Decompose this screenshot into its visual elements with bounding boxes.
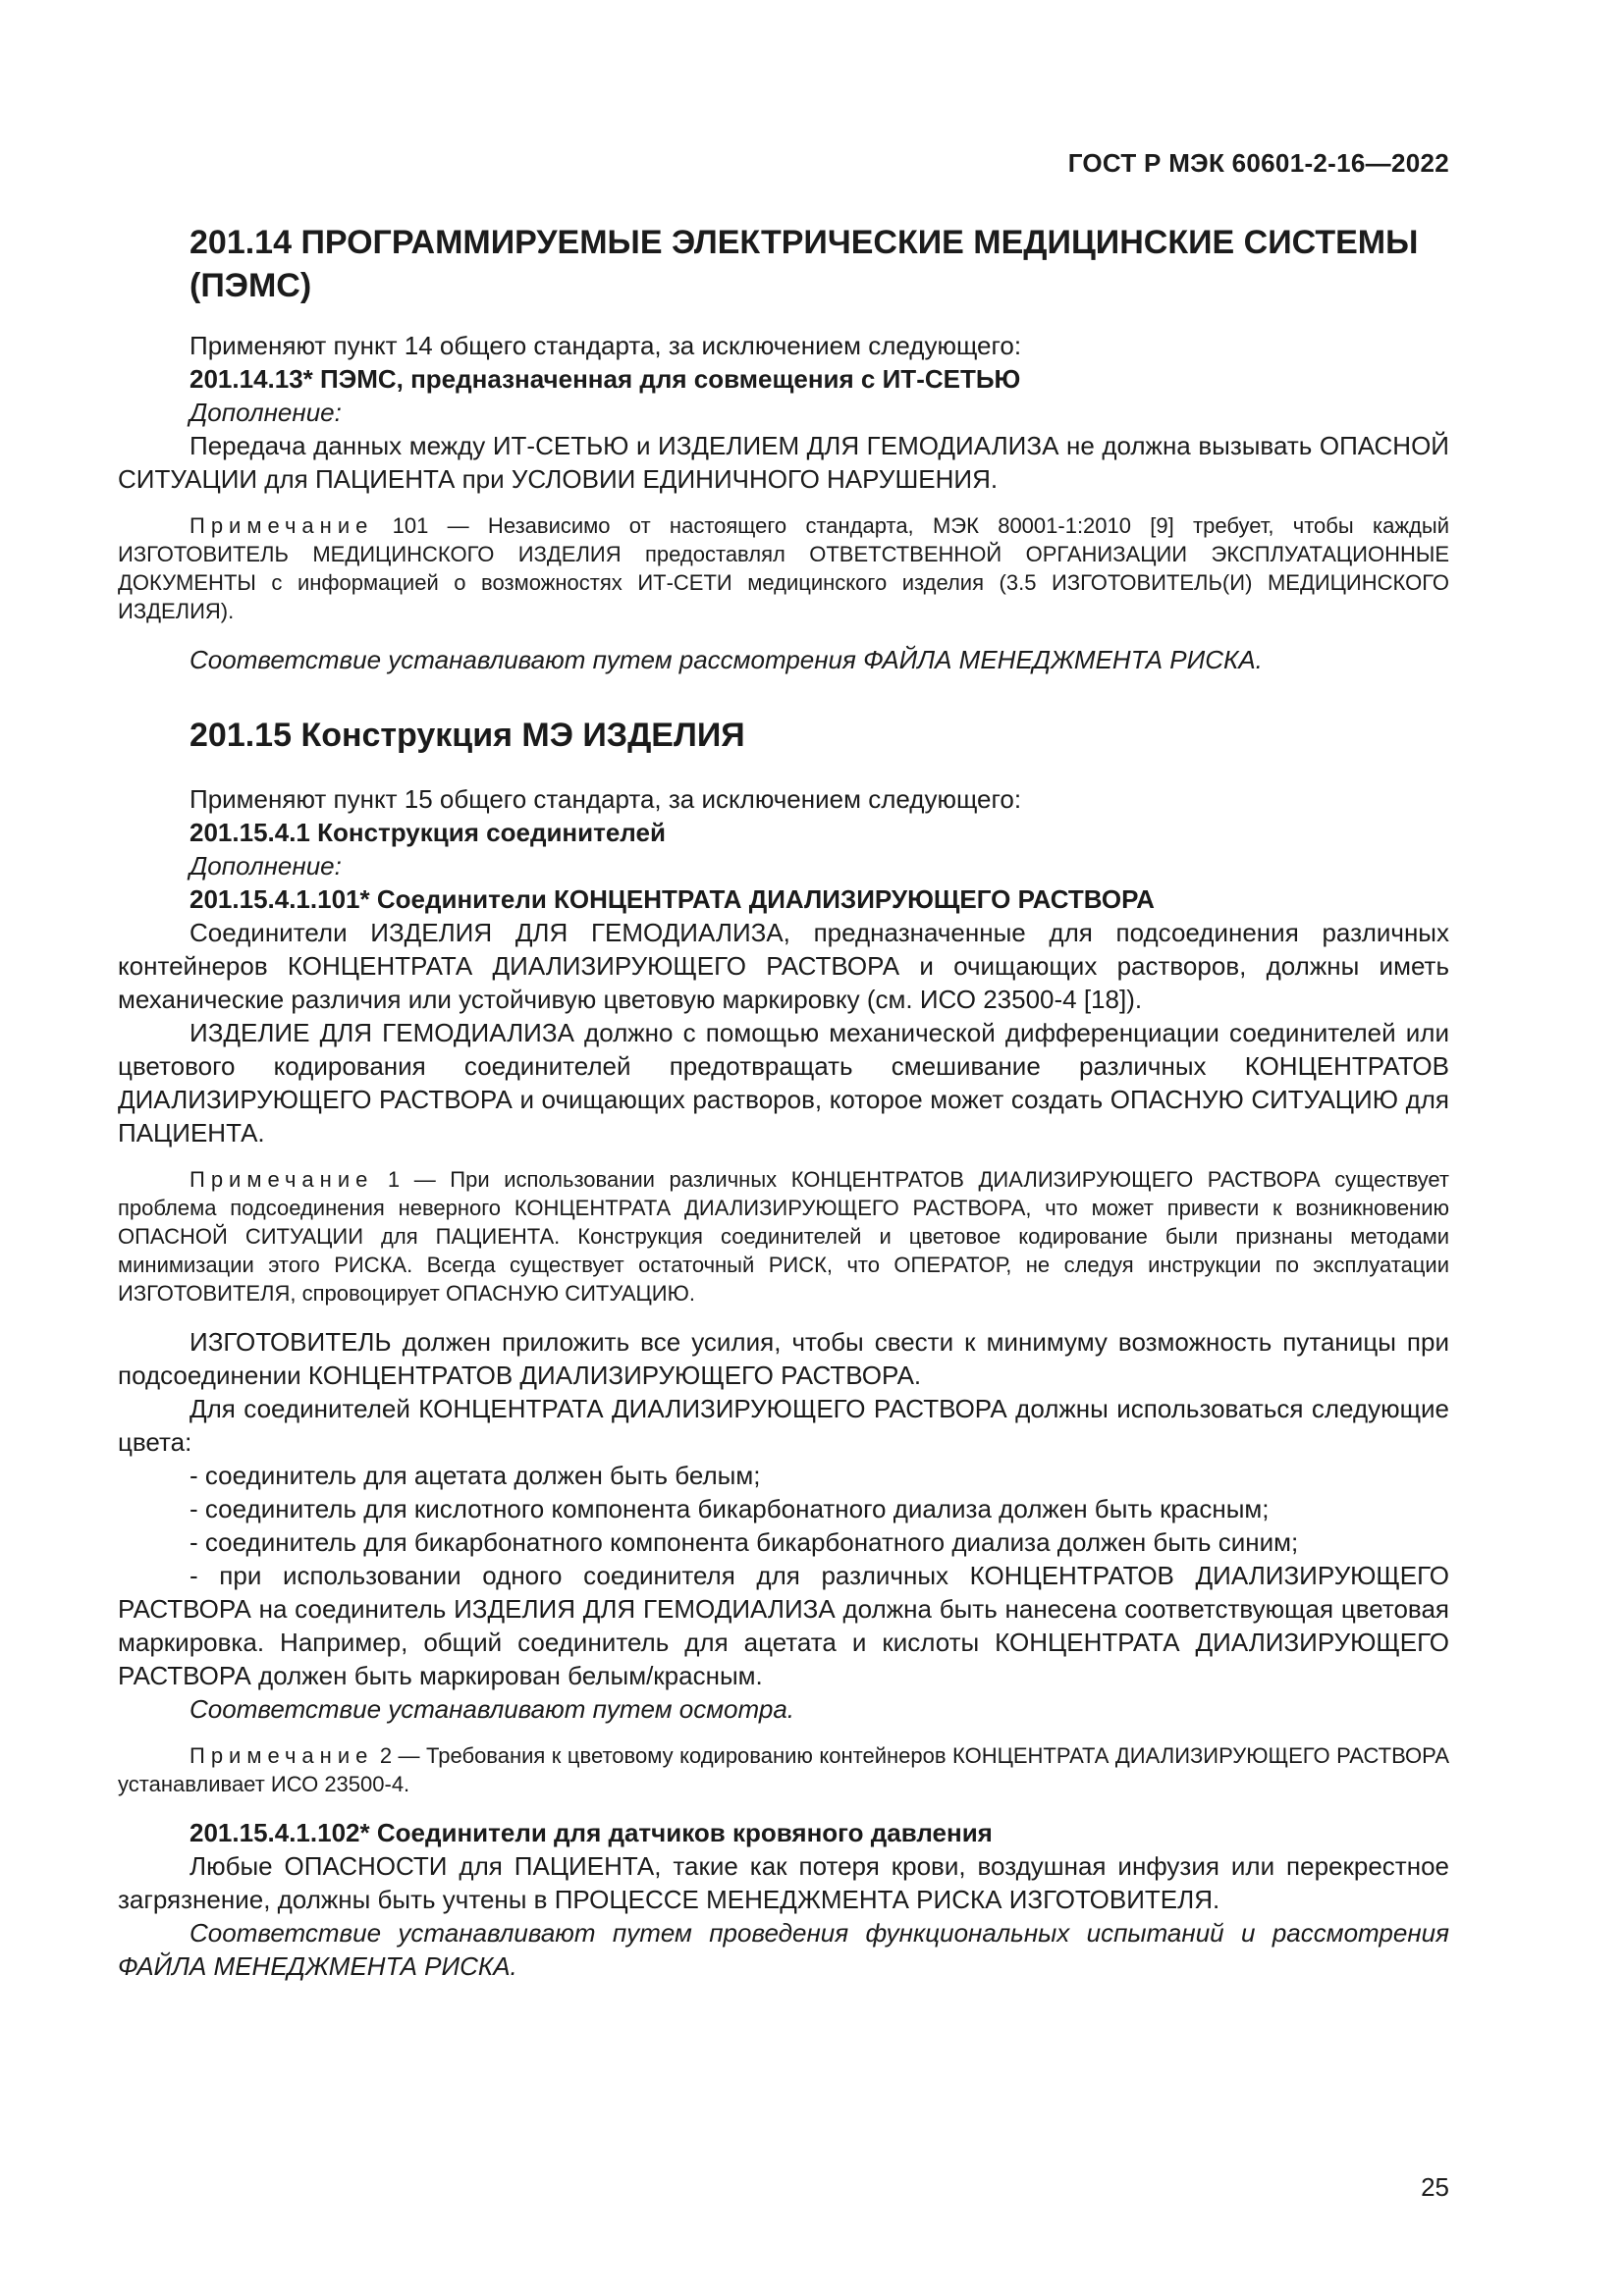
note-label: Примечание [189, 1743, 374, 1768]
note-text: 101 — Независимо от настоящего стандарта, МЭК 80001-1:2010 [9] требует, чтобы каждый ИЗГОТОВИТЕЛЬ МЕДИЦИНСКОГО ИЗДЕЛИЯ предоставлял ОТВЕТСТВЕННОЙ ОРГАНИЗАЦИИ ЭКСПЛУАТАЦИОННЫЕ ДОКУМЕНТЫ с информацией о возможностях ИТ-СЕТИ медицинского изделия (3.5 ИЗГОТОВИТЕЛЬ(И) МЕДИЦИНСКОГО ИЗДЕЛИЯ). [118, 513, 1449, 623]
list-item: - соединитель для кислотного компонента бикарбонатного диализа должен быть красным; [189, 1494, 1270, 1523]
section-title-201-15: 201.15 Конструкция МЭ ИЗДЕЛИЯ [189, 717, 745, 754]
document-header-standard-id: ГОСТ Р МЭК 60601-2-16—2022 [1067, 148, 1449, 178]
apply-clause-14: Применяют пункт 14 общего стандарта, за исключением следующего: [189, 331, 1022, 360]
list-item-long: - при использовании одного соединителя для различных КОНЦЕНТРАТОВ ДИАЛИЗИРУЮЩЕГО РАСТВОРА на соединитель ИЗДЕЛИЯ ДЛЯ ГЕМОДИАЛИЗА должна быть нанесена соответствующая цветовая маркировка. Например, общий соединитель для ацетата и кислоты КОНЦЕНТРАТА ДИАЛИЗИРУЮЩЕГО РАСТВОРА должен быть маркирован белым/красным. [118, 1561, 1449, 1690]
subsection-title-201-15-4-1-102: 201.15.4.1.102* Соединители для датчиков кровяного давления [189, 1818, 993, 1847]
note-label: Примечание [189, 1167, 374, 1192]
page-number: 25 [1421, 2172, 1449, 2202]
paragraph: Соединители ИЗДЕЛИЯ ДЛЯ ГЕМОДИАЛИЗА, предназначенные для подсоединения различных контейнеров КОНЦЕНТРАТА ДИАЛИЗИРУЮЩЕГО РАСТВОРА и очищающих растворов, должны иметь механические различия или устойчивую цветовую маркировку (см. ИСО 23500-4 [18]). [118, 918, 1449, 1014]
conformity-statement: Соответствие устанавливают путем рассмотрения ФАЙЛА МЕНЕДЖМЕНТА РИСКА. [189, 645, 1263, 674]
page-content [118, 221, 1449, 1983]
paragraph: ИЗДЕЛИЕ ДЛЯ ГЕМОДИАЛИЗА должно с помощью механической дифференциации соединителей или цветового кодирования соединителей предотвращать смешивание различных КОНЦЕНТРАТОВ ДИАЛИЗИРУЮЩЕГО РАСТВОРА и очищающих растворов, которое может создать ОПАСНУЮ СИТУАЦИЮ для ПАЦИЕНТА. [118, 1018, 1449, 1148]
note-text: 2 — Требования к цветовому кодированию контейнеров КОНЦЕНТРАТА ДИАЛИЗИРУЮЩЕГО РАСТВОРА устанавливает ИСО 23500-4. [118, 1743, 1449, 1796]
section-title-201-14: 201.14 ПРОГРАММИРУЕМЫЕ ЭЛЕКТРИЧЕСКИЕ МЕДИЦИНСКИЕ СИСТЕМЫ (ПЭМС) [189, 224, 1419, 304]
subsection-title-201-14-13: 201.14.13* ПЭМС, предназначенная для совмещения с ИТ-СЕТЬЮ [189, 364, 1021, 394]
note-label: Примечание [189, 513, 374, 538]
requirement-paragraph: Передача данных между ИТ-СЕТЬЮ и ИЗДЕЛИЕМ ДЛЯ ГЕМОДИАЛИЗА не должна вызывать ОПАСНОЙ СИТУАЦИИ для ПАЦИЕНТА при УСЛОВИИ ЕДИНИЧНОГО НАРУШЕНИЯ. [118, 431, 1449, 494]
note-2 [118, 1741, 1449, 1798]
note-text: 1 — При использовании различных КОНЦЕНТРАТОВ ДИАЛИЗИРУЮЩЕГО РАСТВОРА существует проблема подсоединения неверного КОНЦЕНТРАТА ДИАЛИЗИРУЮЩЕГО РАСТВОРА, что может привести к возникновению ОПАСНОЙ СИТУАЦИИ для ПАЦИЕНТА. Конструкция соединителей и цветовое кодирование были признаны методами минимизации этого РИСКА. Всегда существует остаточный РИСК, что ОПЕРАТОР, не следуя инструкции по эксплуатации ИЗГОТОВИТЕЛЯ, спровоцирует ОПАСНУЮ СИТУАЦИЮ. [118, 1167, 1449, 1306]
paragraph: Любые ОПАСНОСТИ для ПАЦИЕНТА, такие как потеря крови, воздушная инфузия или перекрестное загрязнение, должны быть учтены в ПРОЦЕССЕ МЕНЕДЖМЕНТА РИСКА ИЗГОТОВИТЕЛЯ. [118, 1851, 1449, 1914]
note-101 [118, 511, 1449, 625]
list-item: - соединитель для бикарбонатного компонента бикарбонатного диализа должен быть синим; [189, 1527, 1299, 1557]
subsection-title-201-15-4-1-101: 201.15.4.1.101* Соединители КОНЦЕНТРАТА ДИАЛИЗИРУЮЩЕГО РАСТВОРА [189, 884, 1155, 914]
apply-clause-15: Применяют пункт 15 общего стандарта, за исключением следующего: [189, 784, 1022, 814]
conformity-statement: Соответствие устанавливают путем осмотра. [189, 1694, 795, 1724]
paragraph: Для соединителей КОНЦЕНТРАТА ДИАЛИЗИРУЮЩЕГО РАСТВОРА должны использоваться следующие цвета: [118, 1394, 1449, 1457]
list-item: - соединитель для ацетата должен быть белым; [189, 1461, 761, 1490]
note-1 [118, 1165, 1449, 1308]
addition-label: Дополнение: [189, 398, 342, 427]
conformity-statement: Соответствие устанавливают путем проведения функциональных испытаний и рассмотрения ФАЙЛА МЕНЕДЖМЕНТА РИСКА. [118, 1918, 1449, 1981]
paragraph: ИЗГОТОВИТЕЛЬ должен приложить все усилия, чтобы свести к минимуму возможность путаницы при подсоединении КОНЦЕНТРАТОВ ДИАЛИЗИРУЮЩЕГО РАСТВОРА. [118, 1327, 1449, 1390]
addition-label: Дополнение: [189, 851, 342, 881]
subsection-title-201-15-4-1: 201.15.4.1 Конструкция соединителей [189, 818, 666, 847]
